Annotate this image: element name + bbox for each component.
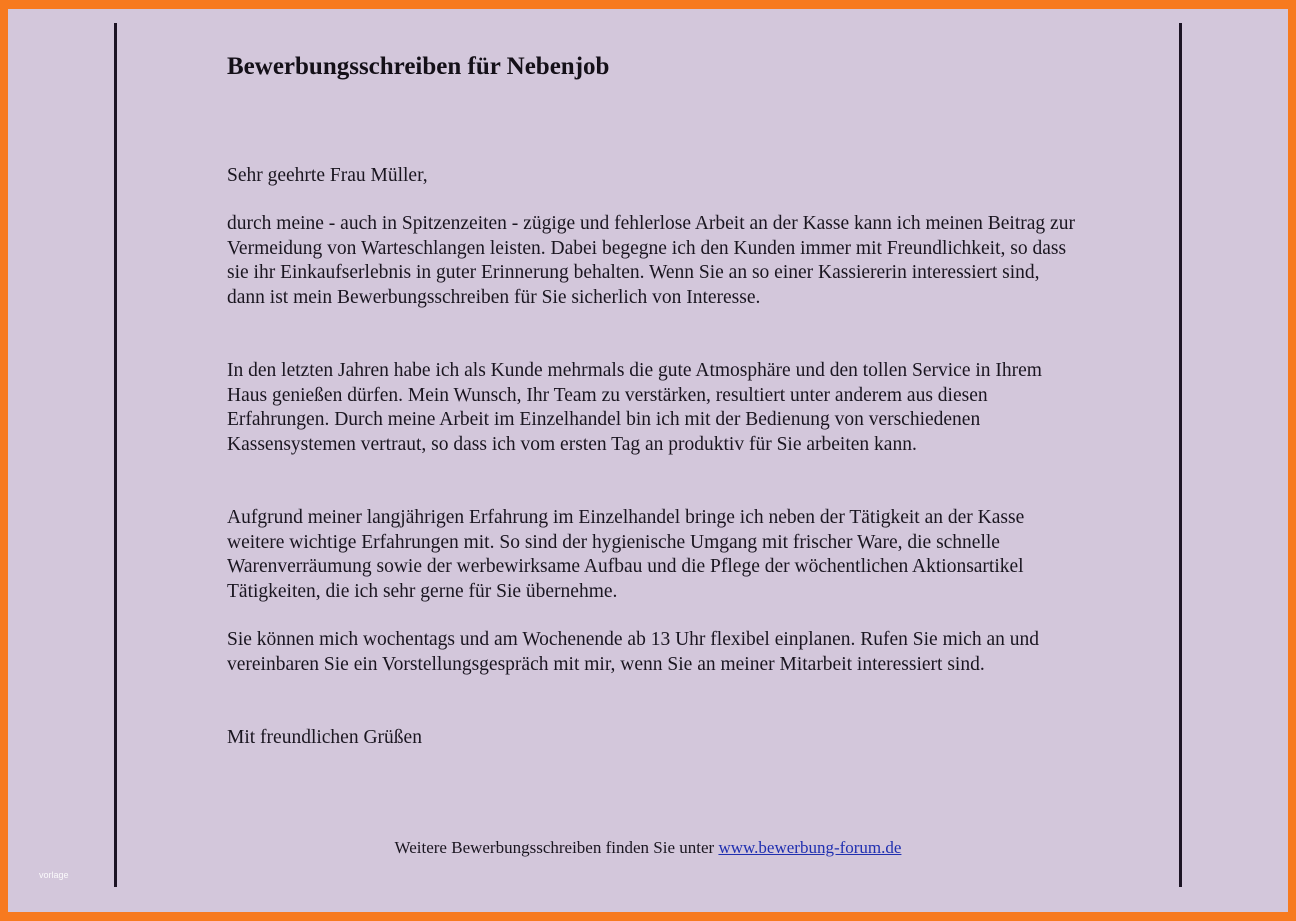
paragraph-1: durch meine - auch in Spitzenzeiten - zügige und fehlerlose Arbeit an der Kasse kann ich meinen Beitrag zur Vermeidung von Warteschlangen leisten. Dabei begegne ich den Kunden immer mit Freundlichkeit, so dass sie ihr Einkaufserlebnis in guter Erinnerung behalten. Wenn Sie an so einer Kassiererin interessiert sind, dann ist mein Bewerbungsschreiben für Sie sicherlich von Interesse. (227, 213, 1075, 308)
document-title: Bewerbungsschreiben für Nebenjob (227, 53, 610, 80)
footer (8, 838, 1288, 858)
left-margin-rule (114, 23, 117, 887)
paragraph-3: Aufgrund meiner langjährigen Erfahrung im Einzelhandel bringe ich neben der Tätigkeit an der Kasse weitere wichtige Erfahrungen mit. So sind der hygienische Umgang mit frischer Ware, die schnelle Warenverräumung sowie der werbewirksame Aufbau und die Pflege der wöchentlichen Aktionsartikel Tätigkeiten, die ich sehr gerne für Sie übernehme. (227, 507, 1025, 602)
right-margin-rule (1179, 23, 1182, 887)
paragraph-4: Sie können mich wochentags und am Wochenende ab 13 Uhr flexibel einplanen. Rufen Sie mich an und vereinbaren Sie ein Vorstellungsgespräch mit mir, wenn Sie an meiner Mitarbeit interessiert sind. (227, 629, 1039, 675)
paragraph-2: In den letzten Jahren habe ich als Kunde mehrmals die gute Atmosphäre und den tollen Service in Ihrem Haus genießen dürfen. Mein Wunsch, Ihr Team zu verstärken, resultiert unter anderem aus diesen Erfahrungen. Durch meine Arbeit im Einzelhandel bin ich mit der Bedienung von verschiedenen Kassensystemen vertraut, so dass ich vom ersten Tag an produktiv für Sie arbeiten kann. (227, 360, 1042, 455)
closing: Mit freundlichen Grüßen (227, 727, 422, 748)
watermark: vorlage (39, 870, 69, 880)
footer-text: Weitere Bewerbungsschreiben finden Sie unter (394, 838, 719, 857)
salutation: Sehr geehrte Frau Müller, (227, 165, 428, 186)
document-page (8, 9, 1288, 912)
footer-link[interactable]: www.bewerbung-forum.de (718, 838, 902, 857)
